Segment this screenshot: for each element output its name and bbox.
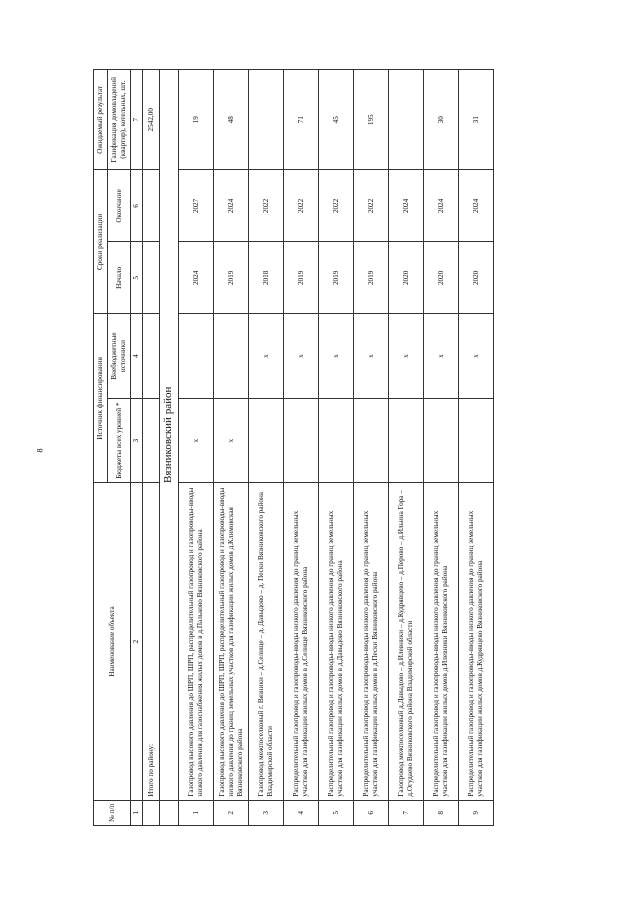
column-index: 1 [131, 800, 143, 825]
budget-cell: x [179, 398, 214, 483]
header-end: Окончание [108, 170, 131, 242]
extra-budget-cell: x [424, 314, 459, 399]
object-name: Распределительный газопровод и газопроводы-вводы низкого давления до границ земельных участков для газификации жилых домов в д.Давыдово Вязниковского района [319, 483, 354, 800]
budget-cell: x [214, 398, 249, 483]
start-year: 2019 [354, 242, 389, 314]
object-name: Газопровод межпоселковый г. Вязники – д.Селище – д. Давыдово – д. Пески Вязниковского района Владимирской области [249, 483, 284, 800]
object-name: Распределительный газопровод и газопроводы-вводы низкого давления до границ земельных участков для газификации жилых домов в д.Селище Вязниковского района [284, 483, 319, 800]
column-index: 5 [131, 242, 143, 314]
header-start: Начало [108, 242, 131, 314]
total-label: Итого по району: [143, 483, 160, 800]
end-year: 2024 [389, 170, 424, 242]
result-count: 48 [214, 70, 249, 171]
table-row [284, 70, 319, 826]
header-budget: Бюджеты всех уровней * [108, 398, 131, 483]
start-year: 2019 [214, 242, 249, 314]
end-year: 2022 [284, 170, 319, 242]
region-row [160, 70, 179, 826]
total-value: 2542,00 [143, 70, 160, 171]
budget-cell [389, 398, 424, 483]
budget-cell [284, 398, 319, 483]
start-year: 2020 [389, 242, 424, 314]
table-row [319, 70, 354, 826]
extra-budget-cell [214, 314, 249, 399]
extra-budget-cell: x [249, 314, 284, 399]
end-year: 2027 [179, 170, 214, 242]
result-count: 45 [319, 70, 354, 171]
column-index: 3 [131, 398, 143, 483]
header-expected: Ожидаемый результат [94, 70, 108, 171]
table-row [389, 70, 424, 826]
end-year: 2022 [354, 170, 389, 242]
end-year: 2022 [249, 170, 284, 242]
result-count [389, 70, 424, 171]
budget-cell [354, 398, 389, 483]
end-year: 2024 [214, 170, 249, 242]
end-year: 2024 [459, 170, 494, 242]
gasification-table [93, 69, 494, 826]
end-year: 2024 [424, 170, 459, 242]
object-name: Распределительный газопровод и газопроводы-вводы низкого давления до границ земельных участков для газификации жилых домов в д.Пески Вязниковского района [354, 483, 389, 800]
budget-cell [424, 398, 459, 483]
budget-cell [319, 398, 354, 483]
result-count [249, 70, 284, 171]
row-number: 2 [214, 800, 249, 825]
result-count: 19 [179, 70, 214, 171]
row-number: 4 [284, 800, 319, 825]
start-year: 2024 [179, 242, 214, 314]
table-row [214, 70, 249, 826]
result-count: 71 [284, 70, 319, 171]
column-index: 2 [131, 483, 143, 800]
header-name: Наименование объекта [94, 483, 131, 800]
result-count: 195 [354, 70, 389, 171]
header-terms: Сроки реализации [94, 170, 108, 314]
table-row [459, 70, 494, 826]
total-row [143, 70, 160, 826]
result-count: 31 [459, 70, 494, 171]
result-count: 30 [424, 70, 459, 171]
region-title: Вязниковский район [160, 70, 179, 801]
row-number: 3 [249, 800, 284, 825]
object-name: Распределительный газопровод и газопроводы-вводы низкого давления до границ земельных участков для газификации жилых домов д.Кудрявцево Вязниковского района [459, 483, 494, 800]
extra-budget-cell: x [389, 314, 424, 399]
header-funding: Источник финансирования [94, 314, 108, 483]
row-number: 6 [354, 800, 389, 825]
start-year: 2019 [319, 242, 354, 314]
header-extra: Внебюджетные источники [108, 314, 131, 399]
page-number: 8 [35, 448, 45, 453]
object-name: Газопровод высокого давления до ШРП, ШРП, распределительный газопровод и газопроводы-вводы низкого давления для газоснабжения жилых домов в д.Пальково Вязниковского района [179, 483, 214, 800]
column-index: 4 [131, 314, 143, 399]
end-year: 2022 [319, 170, 354, 242]
start-year: 2020 [424, 242, 459, 314]
row-number: 7 [389, 800, 424, 825]
header-num: № п/п [94, 800, 131, 825]
start-year: 2019 [284, 242, 319, 314]
row-number: 1 [179, 800, 214, 825]
row-number: 5 [319, 800, 354, 825]
extra-budget-cell [179, 314, 214, 399]
row-number: 8 [424, 800, 459, 825]
object-name: Газопровод межпоселковый д.Давыдово – д.Илевники – д.Кудрявцево – д.Перово – д.Ильина Гора – д.Огудаево Вязниковского района Владимирской области [389, 483, 424, 800]
table-row [354, 70, 389, 826]
table-row [249, 70, 284, 826]
extra-budget-cell: x [459, 314, 494, 399]
row-number: 9 [459, 800, 494, 825]
column-index: 7 [131, 70, 143, 171]
start-year: 2018 [249, 242, 284, 314]
extra-budget-cell: x [319, 314, 354, 399]
column-index-row [131, 70, 143, 826]
header-result: Газификация домовладений (квартир), котельных, шт. [108, 70, 131, 171]
extra-budget-cell: x [284, 314, 319, 399]
gasification-table-rotated [93, 69, 613, 826]
extra-budget-cell: x [354, 314, 389, 399]
table-row [424, 70, 459, 826]
column-index: 6 [131, 170, 143, 242]
start-year: 2020 [459, 242, 494, 314]
table-row [179, 70, 214, 826]
budget-cell [249, 398, 284, 483]
object-name: Распределительный газопровод и газопроводы-вводы низкого давления до границ земельных участков для газификации жилых домов д.Илевники Вязниковского района [424, 483, 459, 800]
budget-cell [459, 398, 494, 483]
object-name: Газопровод высокого давления до ШРП, ШРП, распределительный газопровод и газопроводы-вводы низкого давления до границ земельных участков для газификации жилых домов д.Климовская Вязниковского района [214, 483, 249, 800]
